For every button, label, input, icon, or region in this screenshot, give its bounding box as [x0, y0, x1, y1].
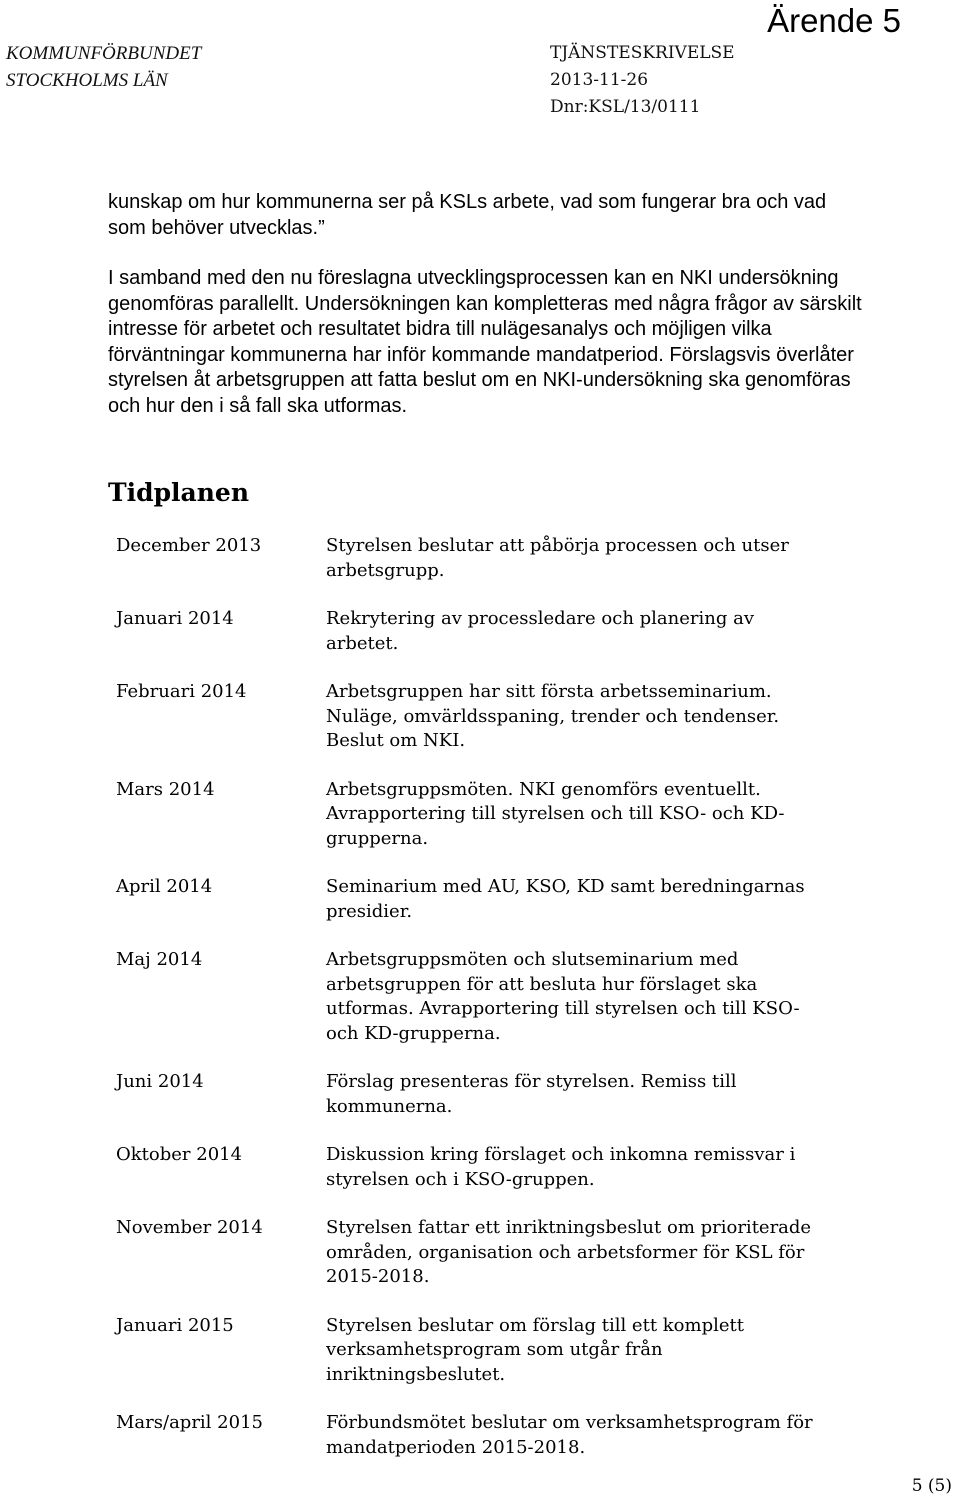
timeline-row: [116, 1216, 846, 1290]
timeline-text: Diskussion kring förslaget och inkomna remissvar i styrelsen och i KSO-gruppen.: [326, 1144, 796, 1190]
timeline-date: Juni 2014: [116, 1071, 204, 1092]
timeline-date: Maj 2014: [116, 949, 203, 970]
org-line-2: STOCKHOLMS LÄN: [6, 70, 168, 91]
timeline-text: Förslag presenteras för styrelsen. Remiss till kommunerna.: [326, 1071, 737, 1117]
timeline-row: [116, 1070, 846, 1119]
timeline-date: Januari 2014: [116, 608, 234, 629]
timeline-text: Arbetsgruppsmöten. NKI genomförs eventuellt. Avrapportering till styrelsen och till KSO- och KD-grupperna.: [326, 778, 785, 849]
document-date: 2013-11-26: [550, 70, 649, 90]
org-line-1: KOMMUNFÖRBUNDET: [6, 43, 202, 64]
timeline-row: [116, 948, 846, 1046]
timeline-text: Styrelsen beslutar att påbörja processen och utser arbetsgrupp.: [326, 535, 789, 581]
timeline-date: November 2014: [116, 1217, 263, 1238]
timeline-table: [116, 534, 846, 1460]
timeline-date: December 2013: [116, 535, 262, 556]
timeline-date: Mars/april 2015: [116, 1412, 263, 1433]
organization-name: [6, 40, 201, 94]
timeline-date: Januari 2015: [116, 1314, 234, 1336]
timeline-date: April 2014: [116, 876, 213, 897]
arende-label: Ärende 5: [767, 2, 901, 39]
timeline-text: Arbetsgruppsmöten och slutseminarium med arbetsgruppen för att besluta hur förslaget ska utformas. Avrapportering till styrelsen och till KSO- och KD-grupperna.: [326, 949, 800, 1044]
page-number: 5 (5): [911, 1476, 952, 1496]
document-meta: [550, 40, 735, 121]
timeline-date: Mars 2014: [116, 778, 215, 800]
timeline-row: [116, 1143, 846, 1192]
timeline-text: Arbetsgruppen har sitt första arbetsseminarium. Nuläge, omvärldsspaning, trender och tendenser. Beslut om NKI.: [326, 681, 780, 751]
timeline-row: [116, 1411, 846, 1460]
timeline-text: Seminarium med AU, KSO, KD samt beredningarnas presidier.: [326, 876, 805, 922]
timeline-text: Rekrytering av processledare och planering av arbetet.: [326, 608, 754, 654]
timeline-row: [116, 778, 846, 852]
timeline-row: [116, 875, 846, 924]
timeline-row: [116, 534, 846, 583]
paragraph-1: kunskap om hur kommunerna ser på KSLs arbete, vad som fungerar bra och vad som behöver utvecklas.”: [108, 191, 827, 239]
timeline-text: Förbundsmötet beslutar om verksamhetsprogram för mandatperioden 2015-2018.: [326, 1412, 813, 1458]
timeline-text: Styrelsen fattar ett inriktningsbeslut om prioriterade områden, organisation och arbetsformer för KSL för 2015-2018.: [326, 1217, 812, 1287]
timeline-date: Februari 2014: [116, 681, 247, 702]
paragraph-2: I samband med den nu föreslagna utvecklingsprocessen kan en NKI undersökning genomföras parallellt. Undersökningen kan kompletteras med några frågor av särskilt intresse för arbetet och resultatet bidra till nulägesanalys och möjligen vilka förväntningar kommunerna har inför kommande mandatperiod. Förslagsvis överlåter styrelsen åt arbetsgruppen att fatta beslut om en NKI-undersökning ska genomföras och hur den i så fall ska utformas.: [108, 267, 862, 417]
document-type: TJÄNSTESKRIVELSE: [550, 43, 735, 63]
document-dnr: Dnr:KSL/13/0111: [550, 97, 701, 117]
timeline-heading: Tidplanen: [108, 478, 250, 507]
timeline-text: Styrelsen beslutar om förslag till ett komplett verksamhetsprogram som utgår från inriktningsbeslutet.: [326, 1314, 744, 1385]
timeline-row: [116, 680, 846, 754]
timeline-row: [116, 1314, 846, 1388]
timeline-date: Oktober 2014: [116, 1144, 243, 1165]
timeline-row: [116, 607, 846, 656]
